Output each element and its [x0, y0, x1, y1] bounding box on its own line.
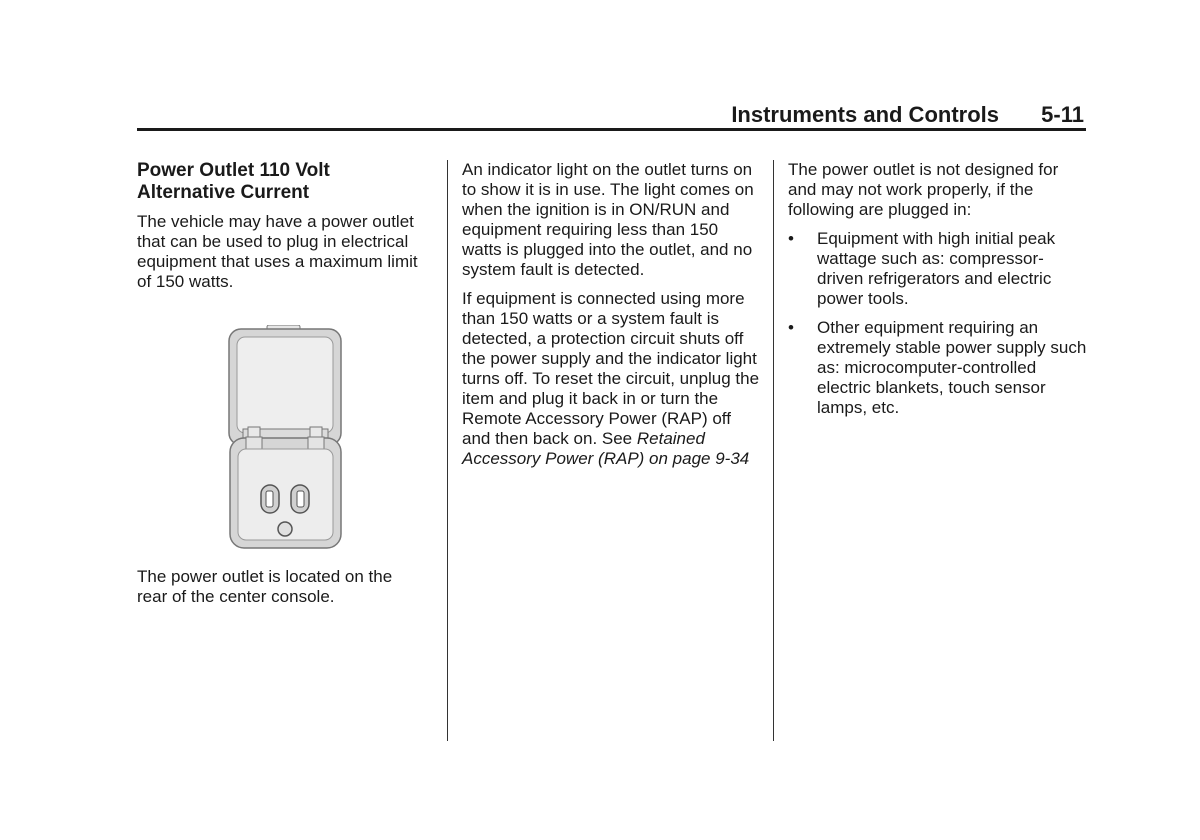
column-3 [788, 160, 1088, 427]
bullet-icon: • [788, 318, 794, 337]
rap-cross-reference-link[interactable]: Retained Accessory Power (RAP) on page 9-34 [462, 429, 750, 468]
indicator-light-paragraph: An indicator light on the outlet turns on to show it is in use. The light comes on when the ignition is in ON/RUN and equipment requiring less than 150 watts is plugged into the outlet, and no system fault is detected. [462, 160, 754, 279]
protection-circuit-paragraph [462, 289, 762, 469]
column-divider [447, 160, 448, 741]
page-number: 5-11 [1041, 102, 1084, 127]
power-outlet-illustration [228, 325, 343, 550]
not-designed-for-paragraph: The power outlet is not designed for and may not work properly, if the following are plugged in: [788, 160, 1059, 219]
bullet-text: Equipment with high initial peak wattage such as: compressor-driven refrigerators and electric power tools. [817, 229, 1056, 308]
bullet-text: Other equipment requiring an extremely stable power supply such as: microcomputer-controlled electric blankets, touch sensor lamps, etc. [817, 318, 1087, 417]
column-1 [137, 160, 427, 301]
column-divider [773, 160, 774, 741]
section-heading: Power Outlet 110 Volt Alternative Current [137, 160, 330, 203]
equipment-bullet-list [788, 229, 1088, 418]
illustration-caption: The power outlet is located on the rear of the center console. [137, 567, 393, 606]
list-item [788, 318, 1088, 418]
intro-paragraph: The vehicle may have a power outlet that can be used to plug in electrical equipment that uses a maximum limit of 150 watts. [137, 212, 418, 291]
protection-circuit-text: If equipment is connected using more than 150 watts or a system fault is detected, a protection circuit shuts off the power supply and the indicator light turns off. To reset the circuit, unplug the item and plug it back in or turn the Remote Accessory Power (RAP) off and then back on. See [462, 289, 760, 448]
bullet-icon: • [788, 229, 794, 248]
section-title: Instruments and Controls [731, 102, 999, 127]
page-header [137, 101, 1085, 131]
header-rule [137, 128, 1086, 131]
list-item [788, 229, 1088, 309]
column-2 [462, 160, 762, 478]
